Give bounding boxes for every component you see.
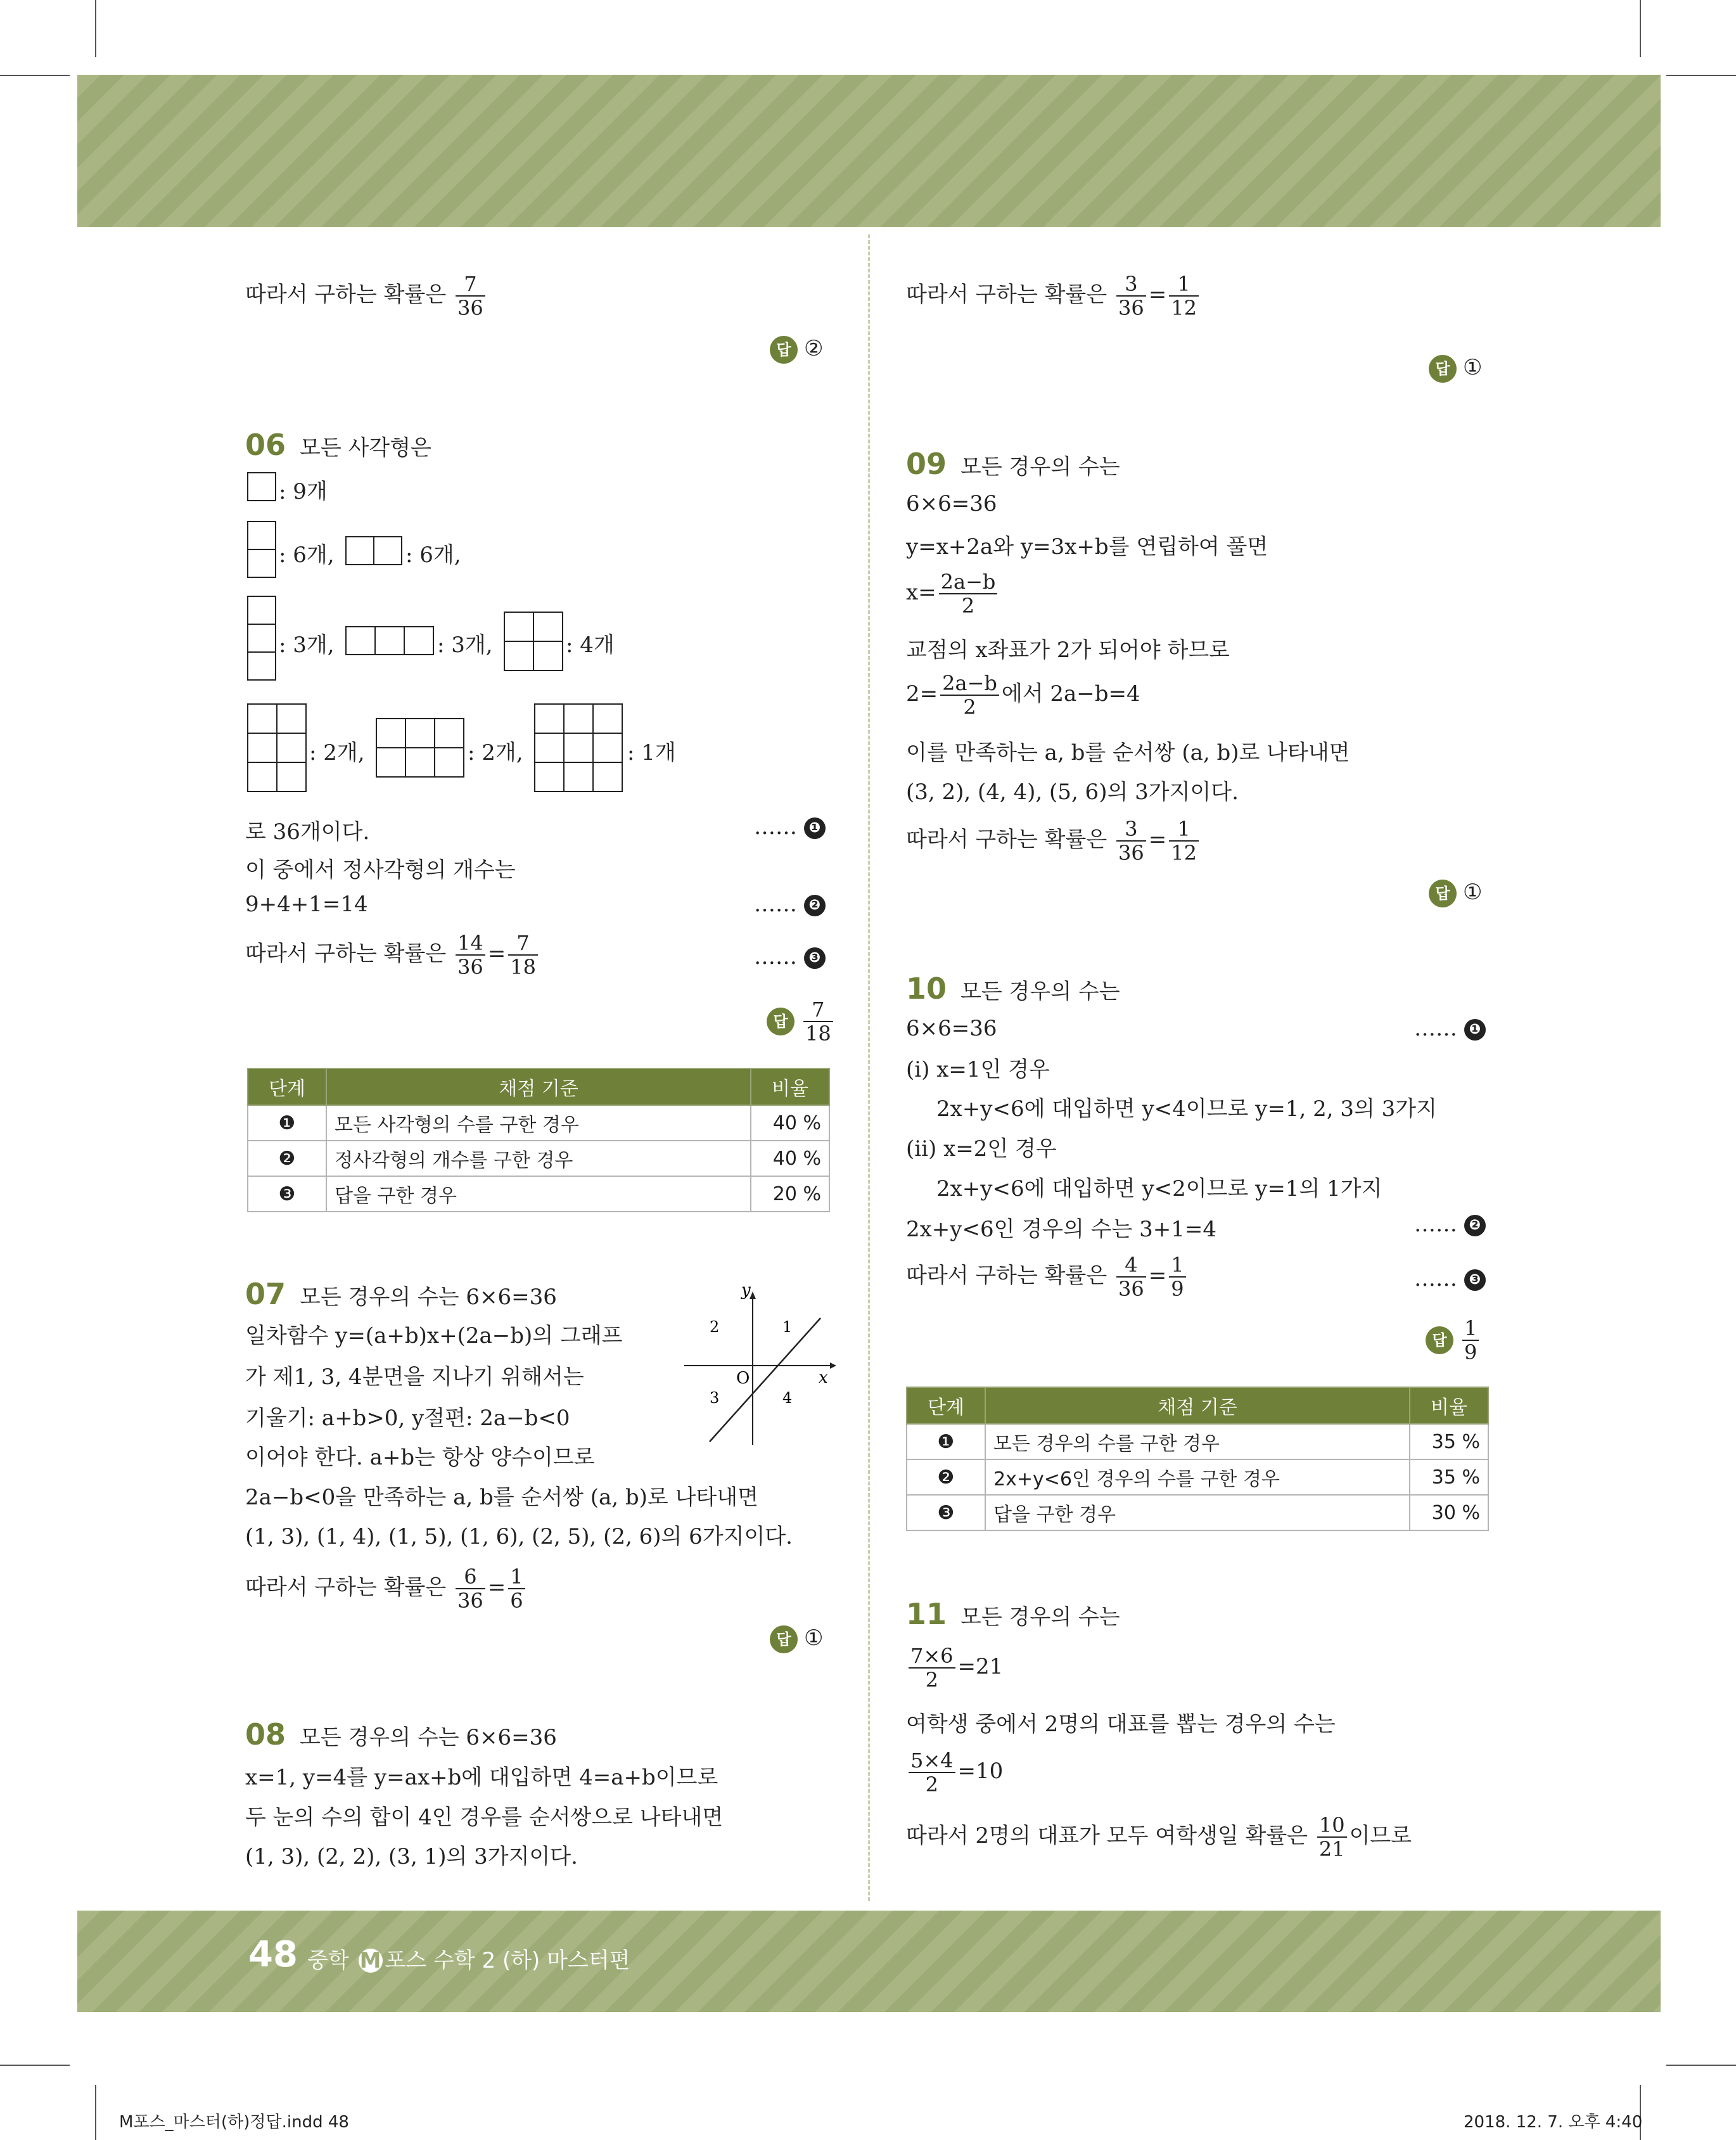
rect-cell <box>374 626 405 655</box>
rect-cell <box>345 536 374 565</box>
problem-06-heading: 06 모든 사각형은 <box>245 428 431 462</box>
file-slug: M포스_마스터(하)정답.indd 48 <box>119 2113 349 2132</box>
text-line: 이 중에서 정사각형의 개수는 <box>245 857 516 883</box>
fraction: $\frac{1}{9}$ <box>1169 1253 1185 1300</box>
rect-cell <box>434 747 464 778</box>
rect-cell <box>276 762 307 792</box>
rect-cell <box>405 747 435 778</box>
count-text: : 3개, <box>279 632 335 658</box>
text-line: 따라서 구하는 확률은 $\frac{3}{36}$ = $\frac{1}{12}$ <box>906 817 1201 864</box>
fraction: $\frac{2a-b}{2}$ <box>940 672 999 719</box>
count-text: : 4개 <box>566 632 615 658</box>
table-row: ❶ 모든 경우의 수를 구한 경우 35 % <box>907 1424 1488 1459</box>
rect-cell <box>533 641 563 671</box>
crop-mark <box>95 0 96 57</box>
fraction: $\frac{3}{36}$ <box>1116 817 1146 864</box>
answer-mark: 답 ② <box>770 336 823 364</box>
rect-cell <box>592 703 623 734</box>
text-line: 기울기: a+b>0, y절편: 2a−b<0 <box>245 1406 570 1431</box>
function-line <box>710 1318 820 1442</box>
fraction: $\frac{7}{18}$ <box>803 998 833 1045</box>
crop-mark <box>1666 2065 1736 2066</box>
book-title: 중학 M 포스 수학 2 (하) 마스터편 <box>307 1948 630 1973</box>
page-number: 48 <box>248 1934 298 1975</box>
crop-mark <box>0 2065 70 2066</box>
rect-cell <box>404 626 434 655</box>
fraction: $\frac{1}{12}$ <box>1169 272 1199 319</box>
table-row: ❶ 모든 사각형의 수를 구한 경우 40 % <box>248 1105 829 1141</box>
count-text: : 1개 <box>627 740 676 766</box>
problem-07-heading: 07 모든 경우의 수는 6×6=36 <box>245 1277 557 1311</box>
quadrant-1-label: 1 <box>782 1318 793 1336</box>
rect-cell <box>563 762 594 792</box>
answer-mark: 답 ① <box>1429 355 1482 383</box>
text-line: (i) x=1인 경우 <box>906 1057 1050 1082</box>
rect-cell <box>504 612 534 642</box>
x-label: x <box>819 1368 828 1387</box>
rect-cell <box>247 596 276 625</box>
answer-mark <box>767 998 836 1045</box>
quadrant-3-label: 3 <box>710 1389 720 1407</box>
header-band <box>77 75 1661 227</box>
fraction: $\frac{1}{6}$ <box>508 1565 525 1612</box>
fraction: $\frac{7\times 6}{2}$ <box>909 1644 955 1691</box>
answer-badge: 답 <box>1429 355 1457 383</box>
rect-cell <box>592 733 623 763</box>
answer-badge: 답 <box>1429 880 1457 907</box>
text-line: 이를 만족하는 a, b를 순서쌍 (a, b)로 나타내면 <box>906 740 1350 766</box>
text-line: 교점의 x좌표가 2가 되어야 하므로 <box>906 638 1230 663</box>
text-line: (3, 2), (4, 4), (5, 6)의 3가지이다. <box>906 779 1239 805</box>
rect-cell <box>434 718 464 748</box>
problem-09-heading: 09 모든 경우의 수는 <box>906 447 1120 481</box>
fraction: $\frac{10}{21}$ <box>1317 1814 1347 1861</box>
quadrant-4-label: 4 <box>782 1389 793 1407</box>
origin-label: O <box>736 1369 750 1388</box>
step-marker: …… ❶ <box>754 814 826 840</box>
fraction: $\frac{2a-b}{2}$ <box>939 570 998 617</box>
crop-mark <box>1640 0 1641 57</box>
table-header: 비율 <box>1410 1387 1488 1424</box>
step-marker: …… ❶ <box>1414 1016 1486 1041</box>
text-line: $\frac{7\times 6}{2}$ =21 <box>906 1644 1003 1691</box>
fraction: $\frac{7}{36}$ <box>456 272 485 319</box>
answer-badge: 답 <box>770 1625 798 1653</box>
rect-cell <box>563 733 594 763</box>
step-marker: …… ❸ <box>1414 1266 1486 1291</box>
step-marker: …… ❸ <box>754 944 826 970</box>
answer-badge: 답 <box>1426 1326 1453 1354</box>
step-marker: …… ❷ <box>754 892 826 917</box>
rect-cell <box>373 536 402 565</box>
text-line: 6×6=36 <box>906 491 997 516</box>
text-line: 2x+y<6에 대입하면 y<4이므로 y=1, 2, 3의 3가지 <box>936 1096 1437 1122</box>
fraction: $\frac{1}{12}$ <box>1169 817 1199 864</box>
fraction: $\frac{4}{36}$ <box>1116 1253 1146 1300</box>
answer-badge: 답 <box>770 336 798 364</box>
table-row: ❷ 2x+y<6인 경우의 수를 구한 경우 35 % <box>907 1459 1488 1495</box>
count-text: : 6개, <box>279 542 335 568</box>
text-line: 2x+y<6인 경우의 수는 3+1=4 <box>906 1217 1216 1242</box>
prev-conclusion: 따라서 구하는 확률은 $\frac{7}{36}$ <box>245 272 488 319</box>
rect-cell <box>534 733 565 763</box>
square-1x1 <box>247 472 276 501</box>
count-text: : 6개, <box>405 542 461 568</box>
table-header: 채점 기준 <box>326 1068 751 1105</box>
text-line: 일차함수 y=(a+b)x+(2a−b)의 그래프 <box>245 1323 623 1349</box>
rect-cell <box>592 762 623 792</box>
problem-08-heading: 08 모든 경우의 수는 6×6=36 <box>245 1717 557 1752</box>
date-slug: 2018. 12. 7. 오후 4:40 <box>1464 2113 1643 2132</box>
count-text: : 2개, <box>309 740 365 766</box>
rect-cell <box>247 703 278 734</box>
rect-cell <box>504 641 534 671</box>
m-logo: M <box>359 1949 383 1973</box>
rect-cell <box>376 718 406 748</box>
rect-cell <box>247 549 276 578</box>
crop-mark <box>0 75 70 76</box>
problem-10-heading: 10 모든 경우의 수는 <box>906 971 1120 1006</box>
text-line: $\frac{5\times 4}{2}$ =10 <box>906 1749 1003 1796</box>
text-line: 따라서 2명의 대표가 모두 여학생일 확률은 $\frac{10}{21}$ 이므로 <box>906 1813 1412 1861</box>
text-line: x= $\frac{2a-b}{2}$ <box>906 570 1000 617</box>
column-divider <box>868 234 870 1901</box>
text-line: 이어야 한다. a+b는 항상 양수이므로 <box>245 1445 595 1470</box>
text-line: x=1, y=4를 y=ax+b에 대입하면 4=a+b이므로 <box>245 1765 718 1790</box>
quadrant-2-label: 2 <box>710 1318 720 1336</box>
rect-cell <box>247 733 278 763</box>
rect-cell <box>247 521 276 550</box>
y-label: y <box>741 1286 751 1300</box>
crop-mark <box>95 2085 96 2140</box>
text-line: 9+4+1=14 <box>245 892 368 917</box>
step-marker: …… ❷ <box>1414 1212 1486 1237</box>
table-header: 채점 기준 <box>985 1387 1410 1424</box>
text-line: 따라서 구하는 확률은 $\frac{6}{36}$ = $\frac{1}{6}$ <box>245 1565 528 1612</box>
text-line: 따라서 구하는 확률은 $\frac{4}{36}$ = $\frac{1}{9}$ <box>906 1253 1189 1300</box>
fraction: $\frac{14}{36}$ <box>456 932 485 978</box>
rect-cell <box>534 703 565 734</box>
text-line: (ii) x=2인 경우 <box>906 1136 1057 1162</box>
rect-cell <box>247 624 276 653</box>
rect-cell <box>345 626 376 655</box>
table-header: 비율 <box>751 1068 829 1105</box>
fraction: $\frac{3}{36}$ <box>1116 272 1146 319</box>
rect-cell <box>534 762 565 792</box>
answer-mark: 답 ① <box>1429 880 1482 907</box>
answer-mark: 답 ① <box>770 1625 823 1653</box>
prev-conclusion: 따라서 구하는 확률은 $\frac{3}{36}$ = $\frac{1}{12}$ <box>906 272 1201 319</box>
fraction: $\frac{5\times 4}{2}$ <box>909 1749 955 1796</box>
fraction: $\frac{7}{18}$ <box>508 932 538 978</box>
rect-cell <box>376 747 406 778</box>
text-line: 2= $\frac{2a-b}{2}$ 에서 2a−b=4 <box>906 671 1140 719</box>
rect-cell <box>247 762 278 792</box>
table-row: ❸ 답을 구한 경우 30 % <box>907 1495 1488 1530</box>
fraction: $\frac{6}{36}$ <box>456 1565 485 1612</box>
crop-mark <box>1666 75 1736 76</box>
text-line: y=x+2a와 y=3x+b를 연립하여 풀면 <box>906 534 1268 560</box>
problem-11-heading: 11 모든 경우의 수는 <box>906 1597 1120 1631</box>
count-text: : 9개 <box>279 479 328 504</box>
rect-cell <box>276 733 307 763</box>
x-axis-arrow <box>830 1362 836 1369</box>
answer-badge: 답 <box>767 1008 795 1035</box>
answer-mark <box>1426 1317 1481 1364</box>
rect-cell <box>533 612 563 642</box>
text-line: 2x+y<6에 대입하면 y<2이므로 y=1의 1가지 <box>936 1176 1382 1201</box>
table-row: ❸ 답을 구한 경우 20 % <box>248 1176 829 1212</box>
text-line: 따라서 구하는 확률은 $\frac{14}{36}$ = $\frac{7}{18}$ <box>245 932 540 978</box>
count-text: : 2개, <box>468 740 523 766</box>
grading-table-10 <box>906 1387 1489 1531</box>
text-line: 로 36개이다. <box>245 819 370 845</box>
count-text: : 3개, <box>437 632 493 658</box>
fraction: $\frac{1}{9}$ <box>1462 1317 1479 1364</box>
table-header: 단계 <box>248 1068 326 1105</box>
rect-cell <box>405 718 435 748</box>
text-line: 2a−b<0을 만족하는 a, b를 순서쌍 (a, b)로 나타내면 <box>245 1485 758 1510</box>
text-line: (1, 3), (1, 4), (1, 5), (1, 6), (2, 5), (2, 6)의 6가지이다. <box>245 1524 793 1549</box>
text-line: 여학생 중에서 2명의 대표를 뽑는 경우의 수는 <box>906 1712 1336 1737</box>
table-header: 단계 <box>907 1387 985 1424</box>
quadrant-graph <box>678 1286 843 1451</box>
text-line: (1, 3), (2, 2), (3, 1)의 3가지이다. <box>245 1844 578 1869</box>
text-line: 가 제1, 3, 4분면을 지나기 위해서는 <box>245 1364 584 1390</box>
table-row: ❷ 정사각형의 개수를 구한 경우 40 % <box>248 1141 829 1176</box>
rect-cell <box>276 703 307 734</box>
text-line: 6×6=36 <box>906 1016 997 1041</box>
grading-table-06 <box>247 1068 830 1212</box>
rect-cell <box>563 703 594 734</box>
text-line: 두 눈의 수의 합이 4인 경우를 순서쌍으로 나타내면 <box>245 1805 724 1830</box>
rect-cell <box>247 651 276 681</box>
